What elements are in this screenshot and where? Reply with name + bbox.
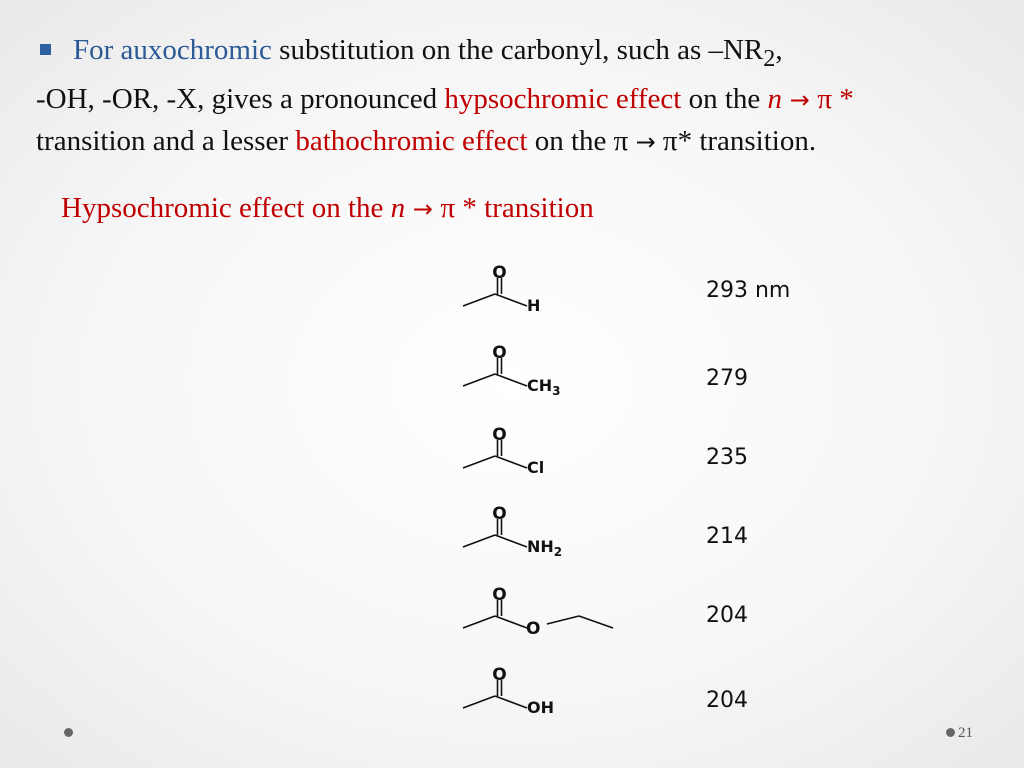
oxygen-label: O: [492, 504, 507, 524]
arrow-right-icon: →: [635, 127, 656, 156]
wavelength-value: 235: [706, 445, 748, 470]
wavelength-value: 204: [706, 603, 748, 628]
wavelength-value: 204: [706, 688, 748, 713]
subheading-text: π * transition: [440, 192, 594, 224]
acetone-structure: [455, 342, 625, 402]
oxygen-label: O: [492, 665, 507, 685]
subheading: [61, 192, 594, 225]
oxygen-label: O: [492, 425, 507, 445]
substituent-label: Cl: [527, 458, 545, 477]
hypsochromic-term: hypsochromic effect: [444, 82, 682, 115]
acetaldehyde-structure: [455, 262, 625, 322]
paragraph-text: ,: [775, 34, 783, 66]
substituent-subscript: 3: [552, 384, 561, 398]
main-paragraph: [36, 30, 1016, 163]
oxygen-label: O: [492, 343, 507, 363]
substituent-label: [527, 537, 562, 559]
n-symbol: n: [390, 192, 406, 224]
substituent-label: H: [527, 296, 541, 315]
subscript-2: 2: [763, 44, 776, 72]
n-symbol: n: [767, 82, 783, 115]
paragraph-text: substitution on the carbonyl, such as –NR: [271, 34, 764, 66]
wavelength-value: 279: [706, 366, 748, 391]
substituent-text: NH: [527, 537, 554, 556]
acetamide-structure: [455, 503, 625, 563]
footer-dot-left-icon: [64, 728, 73, 737]
paragraph-text: -OH, -OR, -X, gives a pronounced: [36, 82, 445, 115]
pi-star-symbol: π *: [817, 82, 854, 115]
footer-dot-right-icon: [946, 728, 955, 737]
paragraph-text: π* transition.: [655, 124, 817, 157]
substituent-subscript: 2: [553, 545, 563, 559]
paragraph-text: on the π: [527, 124, 636, 157]
auxochromic-term: For auxochromic: [73, 34, 272, 66]
paragraph-text: transition and a lesser: [36, 124, 296, 157]
wavelength-value: 293 nm: [706, 278, 791, 303]
wavelength-value: 214: [706, 524, 748, 549]
arrow-right-icon: →: [782, 85, 818, 114]
ethyl-acetate-structure: [455, 584, 625, 644]
page-number: 21: [958, 725, 973, 741]
subheading-text: Hypsochromic effect on the: [61, 192, 391, 224]
oxygen-label: O: [492, 263, 507, 283]
acetyl-chloride-structure: [455, 424, 625, 484]
paragraph-text: on the: [681, 82, 768, 115]
substituent-label: OH: [527, 698, 554, 717]
bathochromic-term: bathochromic effect: [295, 124, 528, 157]
substituent-label: O: [526, 619, 541, 639]
substituent-text: CH: [527, 376, 553, 395]
acetic-acid-structure: [455, 664, 625, 724]
substituent-label: [527, 376, 561, 398]
oxygen-label: O: [492, 585, 507, 605]
bullet-icon: [40, 44, 51, 55]
arrow-right-icon: →: [405, 195, 441, 223]
